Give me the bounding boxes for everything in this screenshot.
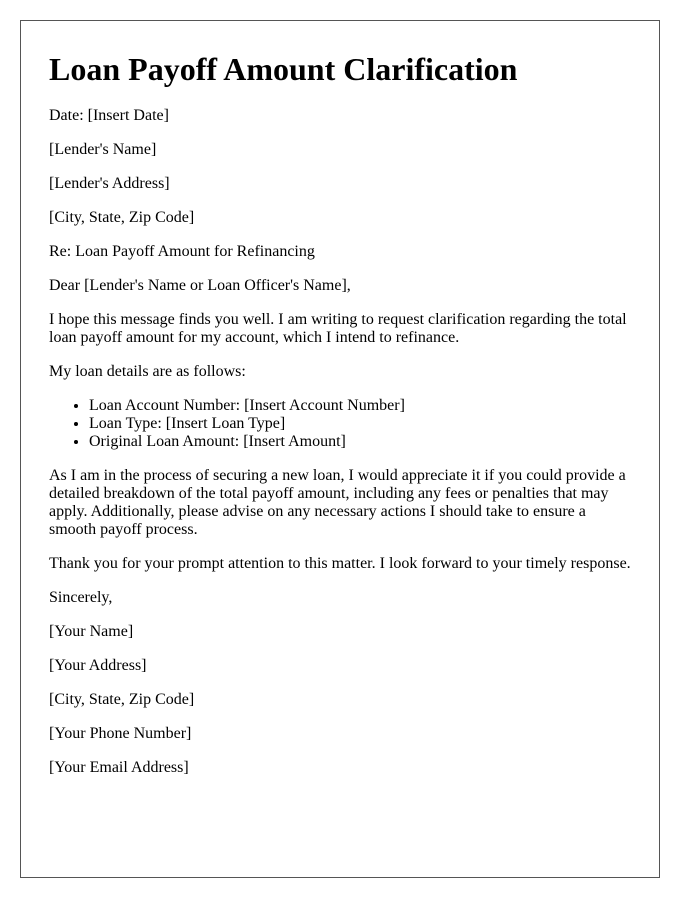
sender-city-state-zip: [City, State, Zip Code] bbox=[49, 691, 195, 708]
list-item: • Loan Type: [Insert Loan Type] bbox=[89, 415, 631, 433]
salutation: Dear [Lender's Name or Loan Officer's Name], bbox=[49, 277, 351, 294]
subject-line: Re: Loan Payoff Amount for Refinancing bbox=[49, 243, 315, 260]
sender-address: [Your Address] bbox=[49, 657, 147, 674]
thanks-paragraph: Thank you for your prompt attention to this matter. I look forward to your timely response. bbox=[49, 555, 631, 572]
recipient-city-state-zip: [City, State, Zip Code] bbox=[49, 209, 195, 226]
sender-email: [Your Email Address] bbox=[49, 759, 189, 776]
letter-title: Loan Payoff Amount Clarification bbox=[49, 51, 518, 87]
letter-page bbox=[20, 20, 660, 878]
recipient-address: [Lender's Address] bbox=[49, 175, 170, 192]
closing: Sincerely, bbox=[49, 589, 113, 606]
recipient-name: [Lender's Name] bbox=[49, 141, 157, 158]
list-item: • Original Loan Amount: [Insert Amount] bbox=[89, 433, 631, 451]
intro-paragraph: I hope this message finds you well. I am writing to request clarification regarding the total loan payoff amount for my account, which I intend to refinance. bbox=[49, 311, 627, 346]
details-intro: My loan details are as follows: bbox=[49, 363, 246, 380]
sender-name: [Your Name] bbox=[49, 623, 134, 640]
request-paragraph: As I am in the process of securing a new loan, I would appreciate it if you could provide a detailed breakdown of the total payoff amount, including any fees or penalties that may apply. Additionally, please advise on any necessary actions I should take to ensure a smooth payoff process. bbox=[49, 467, 626, 538]
list-item: • Loan Account Number: [Insert Account Number] bbox=[89, 397, 631, 415]
date-line: Date: [Insert Date] bbox=[49, 107, 169, 124]
loan-details-list bbox=[49, 397, 631, 451]
sender-phone: [Your Phone Number] bbox=[49, 725, 192, 742]
